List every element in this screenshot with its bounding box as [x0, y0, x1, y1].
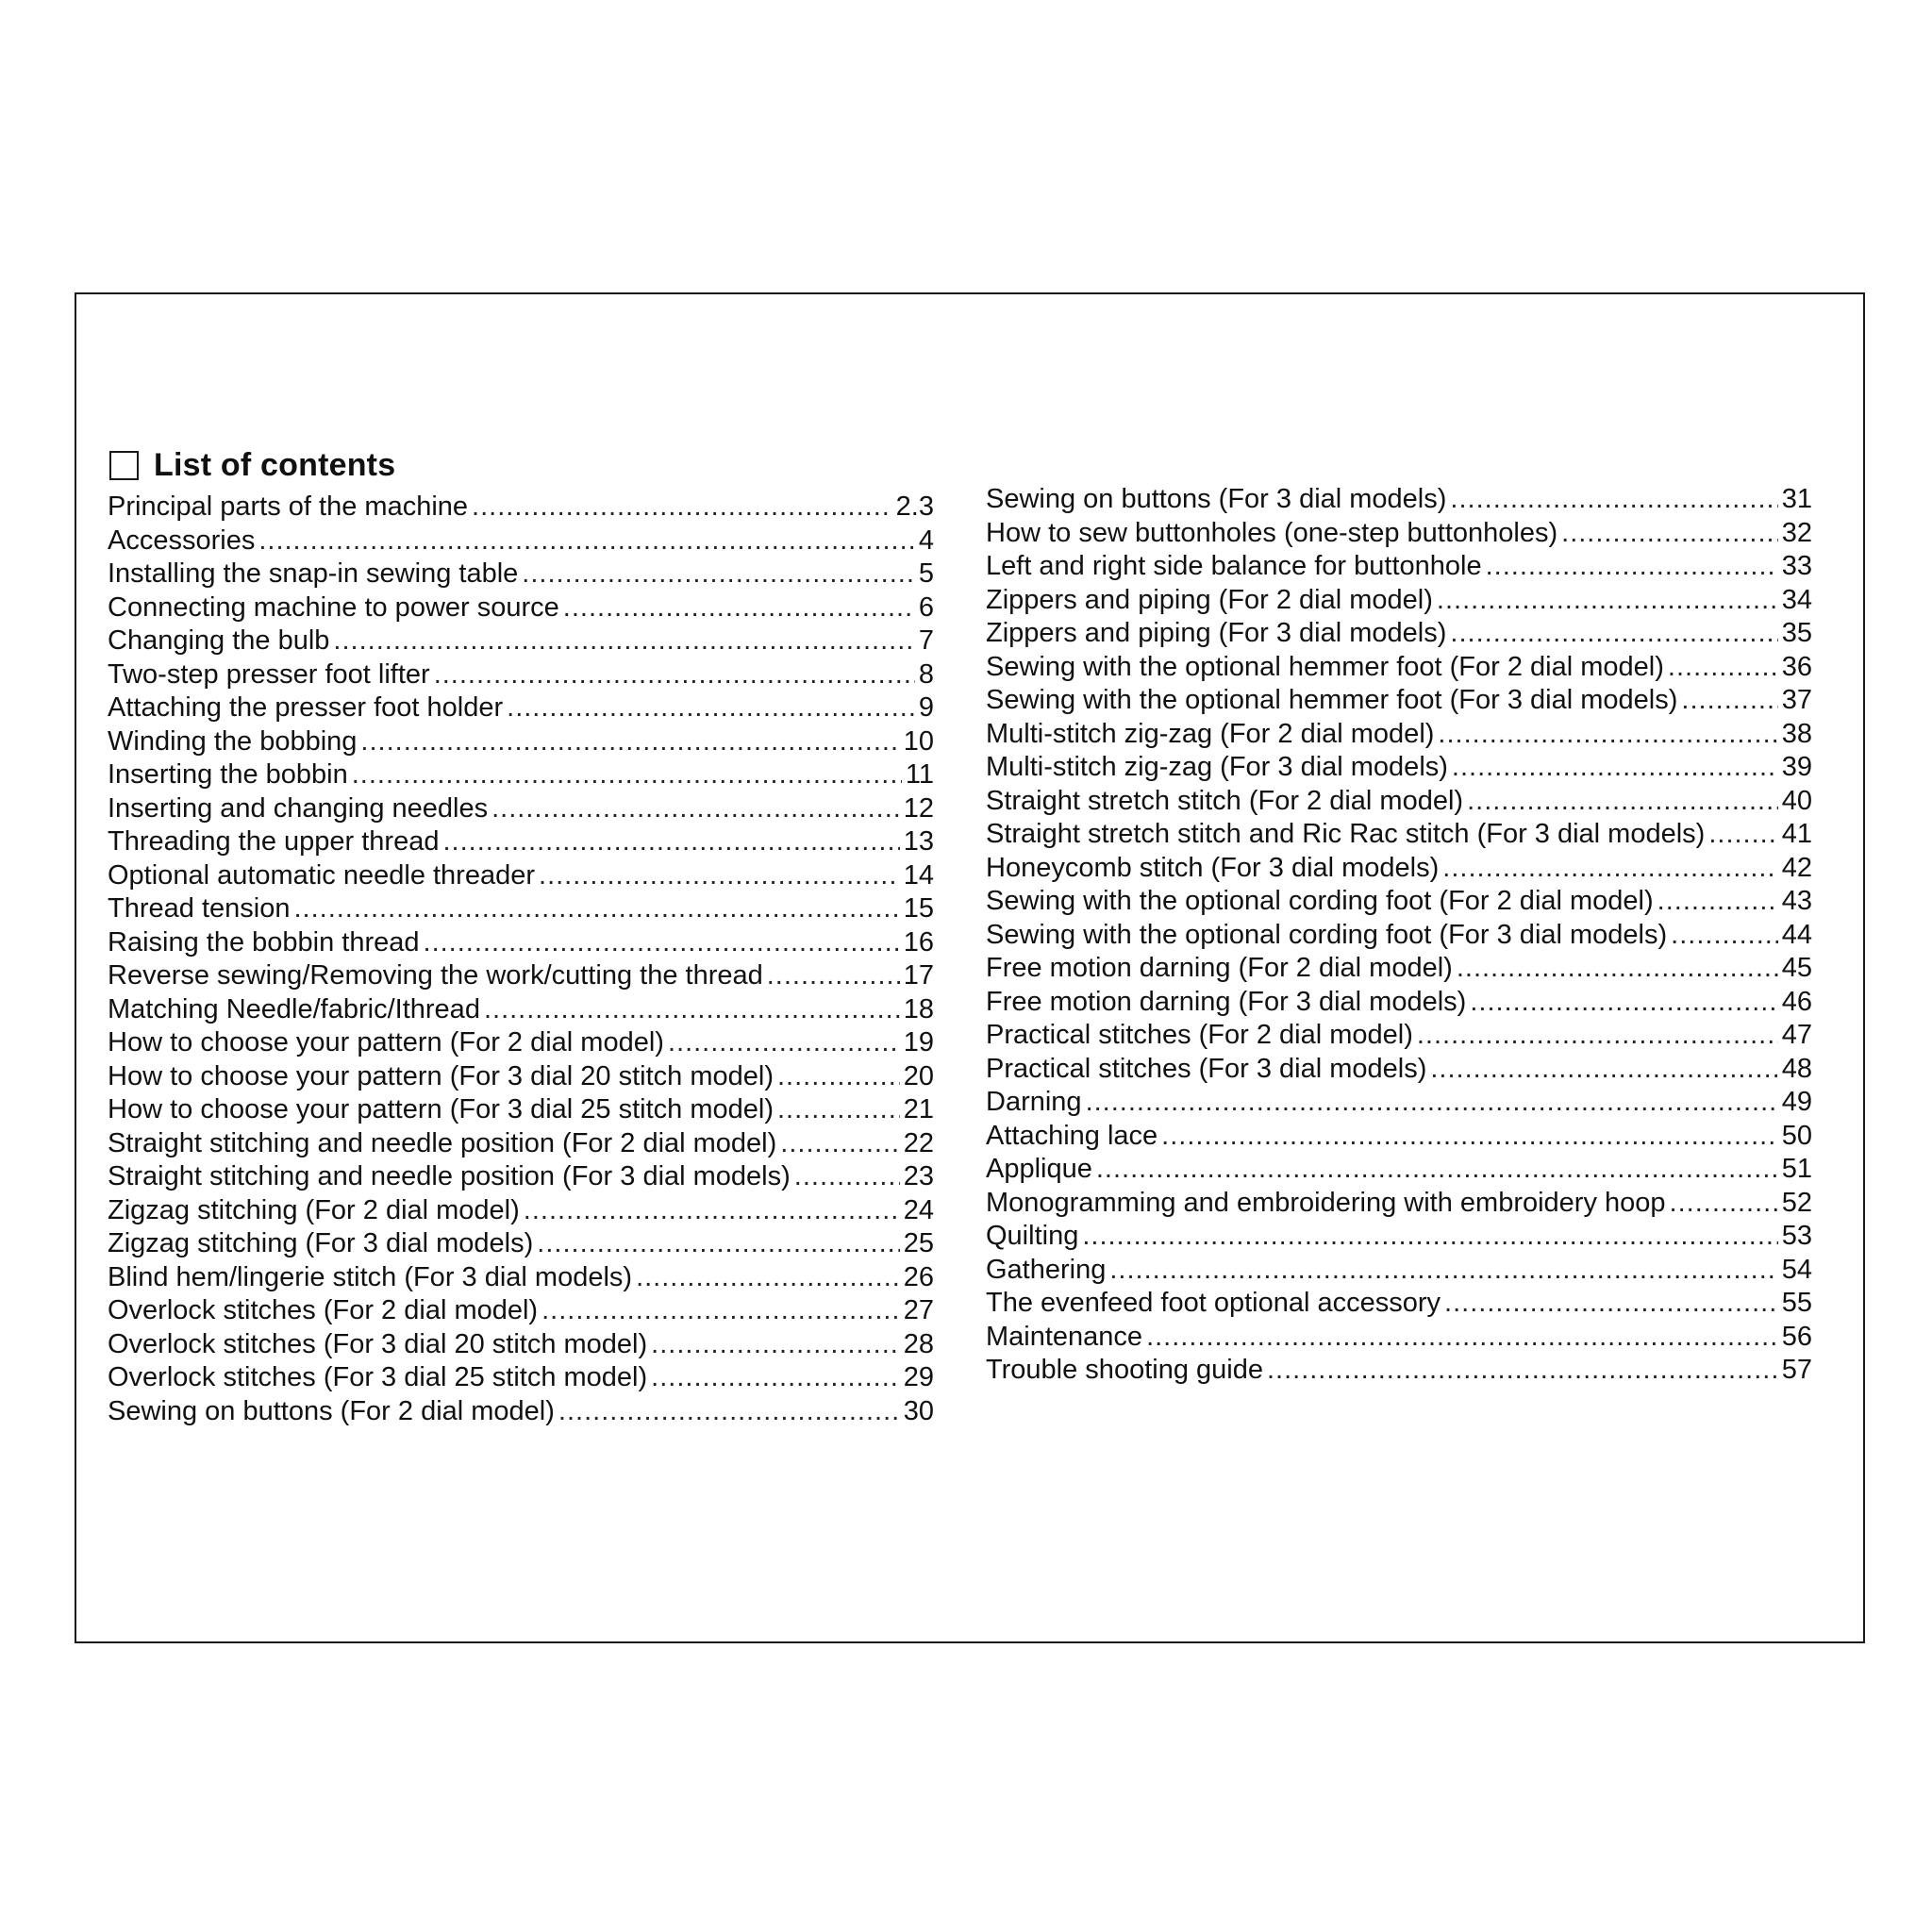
toc-entry-page: 32	[1781, 517, 1812, 548]
dot-leader	[537, 1227, 899, 1261]
toc-entry-title: Straight stretch stitch and Ric Rac stitch (For 3 dial models)	[986, 819, 1706, 849]
toc-entry-title: Gathering	[986, 1254, 1107, 1285]
toc-entry-page: 56	[1781, 1321, 1812, 1352]
toc-entry-title: Inserting and changing needles	[108, 792, 489, 824]
toc-entry-title: Practical stitches (For 2 dial model)	[986, 1020, 1413, 1050]
dot-leader	[541, 1294, 900, 1328]
dot-leader	[1438, 718, 1777, 752]
dot-leader	[767, 959, 900, 993]
dot-leader	[1668, 651, 1778, 685]
toc-entry	[986, 718, 1812, 752]
dot-leader	[522, 558, 915, 591]
dot-leader	[1561, 517, 1778, 551]
dot-leader	[668, 1026, 900, 1060]
toc-entry-title: Straight stitching and needle position (For 2 dial model)	[108, 1127, 777, 1158]
checkbox-icon	[109, 451, 139, 480]
toc-entry-title: Raising the bobbin thread	[108, 926, 420, 958]
toc-entry-title: Quilting	[986, 1221, 1079, 1251]
toc-entry	[108, 1127, 934, 1161]
dot-leader	[563, 591, 915, 625]
toc-entry	[108, 825, 934, 859]
toc-entry-page: 11	[905, 759, 934, 790]
toc-entry-page: 47	[1781, 1020, 1812, 1050]
dot-leader	[352, 758, 902, 792]
toc-entry	[986, 1321, 1812, 1355]
dot-leader	[1467, 785, 1778, 819]
toc-entry-title: Zigzag stitching (For 3 dial models)	[108, 1228, 534, 1258]
toc-entry	[986, 1019, 1812, 1053]
toc-entry-title: Matching Needle/fabric/Ithread	[108, 993, 480, 1024]
dot-leader	[484, 993, 900, 1027]
toc-entry-page: 25	[903, 1228, 934, 1258]
dot-leader	[1082, 1220, 1777, 1254]
toc-entry	[108, 1026, 934, 1060]
toc-entry-page: 31	[1781, 484, 1812, 514]
toc-entry	[108, 525, 934, 558]
toc-entry-title: Straight stretch stitch (For 2 dial model)	[986, 785, 1464, 816]
toc-entry	[986, 550, 1812, 584]
toc-entry	[108, 1261, 934, 1295]
dot-leader	[777, 1093, 900, 1127]
toc-entry-page: 30	[903, 1395, 934, 1426]
toc-entry-title: Reverse sewing/Removing the work/cutting the thread	[108, 960, 763, 991]
toc-entry-title: Monogramming and embroidering with embroidery hoop	[986, 1187, 1666, 1218]
toc-entry	[986, 919, 1812, 953]
toc-entry-title: Sewing with the optional hemmer foot (For 2 dial model)	[986, 651, 1664, 682]
toc-entry	[108, 758, 934, 792]
toc-entry-title: Two-step presser foot lifter	[108, 658, 430, 690]
toc-entry	[986, 684, 1812, 718]
toc-entry-page: 45	[1781, 953, 1812, 983]
dot-leader	[434, 658, 915, 692]
toc-entry-title: How to choose your pattern (For 3 dial 20 stitch model)	[108, 1060, 774, 1091]
toc-entry-page: 22	[903, 1127, 934, 1158]
toc-column-left	[108, 491, 934, 1428]
dot-leader	[1086, 1086, 1778, 1120]
dot-leader	[1437, 584, 1778, 618]
toc-entry-title: How to sew buttonholes (one-step buttonholes)	[986, 517, 1558, 548]
toc-entry-title: Principal parts of the machine	[108, 491, 469, 522]
toc-entry	[986, 885, 1812, 919]
toc-entry	[108, 993, 934, 1027]
toc-entry	[986, 1086, 1812, 1120]
toc-entry-title: Free motion darning (For 2 dial model)	[986, 953, 1453, 983]
toc-entry-title: Threading the upper thread	[108, 826, 440, 857]
toc-entry-title: Accessories	[108, 525, 256, 556]
toc-entry-title: Left and right side balance for buttonhole	[986, 551, 1482, 581]
page-title: List of contents	[154, 447, 396, 483]
toc-entry	[108, 1194, 934, 1228]
toc-entry	[986, 517, 1812, 551]
dot-leader	[1657, 885, 1778, 919]
toc-entry-page: 57	[1781, 1355, 1812, 1385]
dot-leader	[777, 1060, 900, 1094]
dot-leader	[472, 491, 892, 525]
toc-entry-title: Blind hem/lingerie stitch (For 3 dial models)	[108, 1261, 633, 1292]
toc-entry-title: Sewing with the optional cording foot (For 3 dial models)	[986, 919, 1668, 950]
toc-entry-title: Darning	[986, 1087, 1082, 1117]
toc-entry-title: Attaching the presser foot holder	[108, 692, 504, 723]
dot-leader	[1470, 986, 1777, 1020]
dot-leader	[1109, 1254, 1777, 1288]
dot-leader	[1417, 1019, 1778, 1053]
toc-entry-page: 6	[918, 591, 934, 623]
toc-entry-page: 48	[1781, 1053, 1812, 1084]
toc-entry	[986, 818, 1812, 852]
toc-entry-page: 53	[1781, 1221, 1812, 1251]
toc-column-right	[986, 483, 1812, 1388]
dot-leader	[1452, 751, 1778, 785]
toc-entry-page: 15	[903, 893, 934, 924]
toc-entry-page: 38	[1781, 718, 1812, 749]
toc-entry-title: Multi-stitch zig-zag (For 3 dial models)	[986, 752, 1448, 782]
toc-entry	[986, 1254, 1812, 1288]
toc-entry-title: Honeycomb stitch (For 3 dial models)	[986, 852, 1440, 883]
dot-leader	[1708, 818, 1777, 852]
toc-entry-page: 24	[903, 1194, 934, 1225]
toc-entry-page: 13	[903, 826, 934, 857]
toc-entry	[108, 725, 934, 759]
dot-leader	[524, 1194, 900, 1228]
dot-leader	[1681, 684, 1777, 718]
toc-entry-page: 52	[1781, 1187, 1812, 1218]
toc-entry-title: Practical stitches (For 3 dial models)	[986, 1053, 1427, 1084]
toc-entry	[108, 1060, 934, 1094]
toc-entry	[108, 859, 934, 893]
dot-leader	[1146, 1321, 1778, 1355]
toc-entry-title: Changing the bulb	[108, 625, 330, 656]
dot-leader	[539, 859, 900, 893]
toc-entry-page: 51	[1781, 1154, 1812, 1184]
toc-entry-title: Sewing with the optional cording foot (For 2 dial model)	[986, 886, 1654, 916]
toc-entry	[986, 651, 1812, 685]
toc-entry-title: Sewing on buttons (For 2 dial model)	[108, 1395, 555, 1426]
toc-entry-page: 7	[918, 625, 934, 656]
toc-entry-page: 46	[1781, 986, 1812, 1017]
toc-entry-page: 33	[1781, 551, 1812, 581]
toc-entry-page: 8	[918, 658, 934, 690]
toc-entry-title: Overlock stitches (For 2 dial model)	[108, 1295, 539, 1325]
dot-leader	[1450, 617, 1777, 651]
dot-leader	[780, 1127, 899, 1161]
toc-entry-page: 49	[1781, 1087, 1812, 1117]
toc-entry-title: Installing the snap-in sewing table	[108, 558, 519, 589]
toc-entry	[986, 1153, 1812, 1187]
dot-leader	[258, 525, 915, 558]
dot-leader	[442, 825, 899, 859]
toc-entry	[986, 751, 1812, 785]
toc-entry-page: 5	[918, 558, 934, 589]
toc-entry-page: 42	[1781, 852, 1812, 883]
toc-entry	[108, 926, 934, 960]
toc-entry-page: 29	[903, 1362, 934, 1392]
toc-entry-page: 50	[1781, 1120, 1812, 1151]
dot-leader	[1450, 483, 1777, 517]
dot-leader	[1457, 952, 1778, 986]
toc-entry	[986, 852, 1812, 886]
toc-entry	[986, 584, 1812, 618]
toc-entry	[108, 658, 934, 692]
toc-entry	[986, 986, 1812, 1020]
toc-entry	[108, 1395, 934, 1429]
dot-leader	[360, 725, 899, 759]
dot-leader	[491, 792, 900, 826]
toc-entry-title: Sewing with the optional hemmer foot (For 3 dial models)	[986, 685, 1678, 715]
toc-entry	[986, 1354, 1812, 1388]
toc-entry-title: How to choose your pattern (For 2 dial model)	[108, 1027, 664, 1058]
toc-entry	[108, 1160, 934, 1194]
toc-entry-page: 23	[903, 1161, 934, 1191]
toc-entry-page: 55	[1781, 1288, 1812, 1318]
toc-entry-page: 10	[903, 725, 934, 757]
toc-entry-title: Connecting machine to power source	[108, 591, 559, 623]
toc-entry	[986, 1120, 1812, 1154]
toc-entry-page: 28	[903, 1328, 934, 1359]
toc-entry-page: 39	[1781, 752, 1812, 782]
toc-entry-page: 4	[918, 525, 934, 556]
toc-entry	[108, 959, 934, 993]
toc-entry-title: Overlock stitches (For 3 dial 25 stitch model)	[108, 1362, 648, 1392]
dot-leader	[1444, 1287, 1778, 1321]
toc-entry-title: Zigzag stitching (For 2 dial model)	[108, 1194, 520, 1225]
toc-entry-title: The evenfeed foot optional accessory	[986, 1288, 1441, 1318]
toc-entry-page: 43	[1781, 886, 1812, 916]
toc-entry-page: 37	[1781, 685, 1812, 715]
toc-entry-title: Optional automatic needle threader	[108, 859, 536, 891]
toc-entry-title: Zippers and piping (For 3 dial models)	[986, 618, 1447, 648]
toc-entry	[986, 1187, 1812, 1221]
toc-entry	[108, 591, 934, 625]
toc-entry	[108, 1093, 934, 1127]
dot-leader	[558, 1395, 900, 1429]
toc-entry-page: 36	[1781, 651, 1812, 682]
toc-entry-title: Sewing on buttons (For 3 dial models)	[986, 484, 1447, 514]
dot-leader	[424, 926, 900, 960]
toc-entry-page: 40	[1781, 785, 1812, 816]
toc-entry	[108, 691, 934, 725]
dot-leader	[651, 1361, 900, 1395]
dot-leader	[1670, 1187, 1778, 1221]
toc-entry-page: 2.3	[895, 491, 934, 522]
toc-entry	[986, 785, 1812, 819]
toc-entry-page: 9	[918, 692, 934, 723]
toc-entry-title: Straight stitching and needle position (For 3 dial models)	[108, 1161, 791, 1191]
dot-leader	[1486, 550, 1778, 584]
toc-entry	[108, 792, 934, 826]
dot-leader	[1442, 852, 1777, 886]
toc-entry-title: Winding the bobbing	[108, 725, 358, 757]
toc-entry-title: Multi-stitch zig-zag (For 2 dial model)	[986, 718, 1435, 749]
toc-entry-title: Overlock stitches (For 3 dial 20 stitch model)	[108, 1328, 648, 1359]
toc-entry-page: 14	[903, 859, 934, 891]
toc-entry	[986, 617, 1812, 651]
toc-entry	[108, 1361, 934, 1395]
toc-entry-title: Inserting the bobbin	[108, 759, 348, 790]
dot-leader	[333, 625, 914, 658]
toc-entry-title: Trouble shooting guide	[986, 1355, 1263, 1385]
toc-entry	[108, 1294, 934, 1328]
toc-entry-page: 27	[903, 1295, 934, 1325]
toc-entry-page: 16	[903, 926, 934, 958]
toc-entry	[986, 952, 1812, 986]
toc-entry-title: Thread tension	[108, 893, 291, 924]
toc-entry-page: 41	[1781, 819, 1812, 849]
dot-leader	[636, 1261, 900, 1295]
toc-entry-title: Attaching lace	[986, 1120, 1158, 1151]
toc-entry	[108, 1328, 934, 1362]
toc-entry-page: 18	[903, 993, 934, 1024]
toc-entry-page: 44	[1781, 919, 1812, 950]
toc-heading	[109, 447, 395, 484]
toc-entry-page: 34	[1781, 584, 1812, 615]
toc-entry	[986, 483, 1812, 517]
toc-entry-page: 20	[903, 1060, 934, 1091]
toc-entry-title: Applique	[986, 1154, 1092, 1184]
toc-entry	[986, 1220, 1812, 1254]
dot-leader	[651, 1328, 900, 1362]
toc-entry-page: 35	[1781, 618, 1812, 648]
toc-entry-page: 19	[903, 1027, 934, 1058]
dot-leader	[794, 1160, 900, 1194]
toc-entry-page: 17	[903, 960, 934, 991]
toc-entry-page: 12	[903, 792, 934, 824]
toc-entry	[108, 625, 934, 658]
toc-entry-page: 21	[903, 1094, 934, 1124]
toc-entry	[986, 1287, 1812, 1321]
dot-leader	[1267, 1354, 1778, 1388]
dot-leader	[1430, 1053, 1777, 1087]
toc-entry-title: Zippers and piping (For 2 dial model)	[986, 584, 1433, 615]
dot-leader	[507, 691, 915, 725]
dot-leader	[1096, 1153, 1778, 1187]
toc-entry	[986, 1053, 1812, 1087]
toc-entry-title: Free motion darning (For 3 dial models)	[986, 986, 1467, 1017]
toc-entry	[108, 892, 934, 926]
dot-leader	[1161, 1120, 1778, 1154]
toc-entry	[108, 558, 934, 591]
toc-entry-page: 54	[1781, 1254, 1812, 1285]
toc-entry-page: 26	[903, 1261, 934, 1292]
dot-leader	[293, 892, 899, 926]
dot-leader	[1671, 919, 1778, 953]
toc-entry-title: How to choose your pattern (For 3 dial 25 stitch model)	[108, 1094, 774, 1124]
toc-entry	[108, 491, 934, 525]
toc-entry-title: Maintenance	[986, 1321, 1143, 1352]
toc-entry	[108, 1227, 934, 1261]
